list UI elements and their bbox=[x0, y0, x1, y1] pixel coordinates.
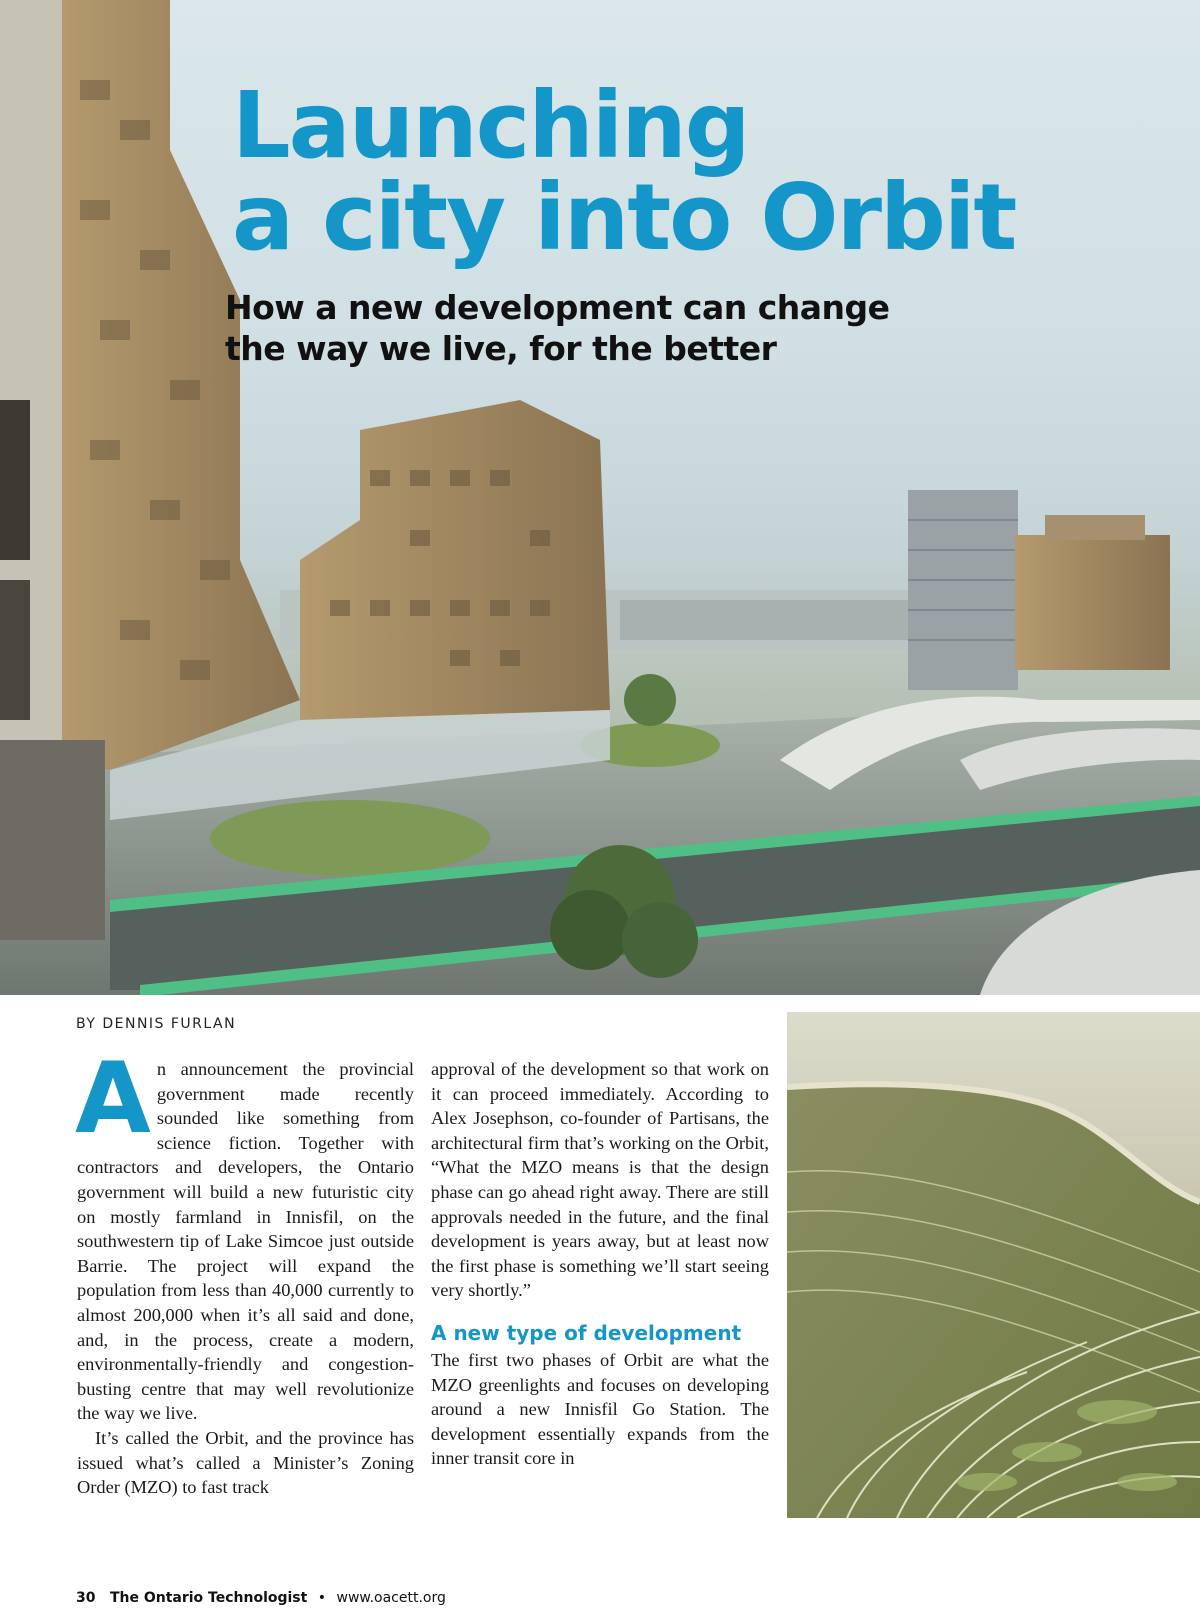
headline-line-2: a city into Orbit bbox=[232, 164, 1016, 271]
page-number: 30 bbox=[76, 1590, 96, 1606]
article-column-2 bbox=[431, 1057, 769, 1471]
paragraph-1 bbox=[75, 1042, 414, 1426]
article-column-1 bbox=[75, 1042, 414, 1500]
headline-line-1: Launching bbox=[232, 72, 749, 179]
paragraph-3: approval of the development so that work on it can proceed immediately. According to Alex Josephson, co-founder of Partisans, the architectural firm that’s working on the Orbit, “What the MZO means is that the design phase can go ahead right away. There are still approvals needed in the future, and the final development is years away, but at least now the first phase is something we’ll start seeing very shortly.” bbox=[431, 1059, 769, 1301]
byline: BY DENNIS FURLAN bbox=[76, 1016, 237, 1032]
paragraph-4: The first two phases of Orbit are what the MZO greenlights and focuses on developing around a new Innisfil Go Station. The development essentially expands from the inner transit core in bbox=[431, 1349, 769, 1469]
magazine-name: The Ontario Technologist bbox=[109, 1590, 308, 1606]
article-subheadline bbox=[225, 287, 890, 369]
subheadline-line-1: How a new development can change bbox=[225, 288, 890, 327]
drop-cap: A bbox=[75, 1042, 151, 1156]
article-headline bbox=[232, 72, 1016, 271]
section-heading: A new type of development bbox=[431, 1320, 742, 1345]
subheadline-line-2: the way we live, for the better bbox=[225, 329, 777, 368]
aerial-rendering bbox=[787, 1012, 1200, 1518]
website-url: www.oacett.org bbox=[336, 1590, 446, 1606]
paragraph-1-text: n announcement the provincial government made recently sounded like something from science fiction. Together with contractors and developers, the Ontario government will build a new futuristic city on mostly farmland in Innisfil, on the southwestern tip of Lake Simcoe just outside Barrie. The project will expand the population from less than 40,000 currently to almost 200,000 when it’s all said and done, and, in the process, create a modern, environmentally-friendly and congestion-busting centre that may well revolutionize the way we live. bbox=[77, 1059, 414, 1424]
footer-separator: • bbox=[317, 1590, 327, 1606]
aerial-map-illustration bbox=[787, 1012, 1200, 1518]
paragraph-2: It’s called the Orbit, and the province has issued what’s called a Minister’s Zoning Order (MZO) to fast track bbox=[77, 1427, 414, 1498]
page-footer bbox=[76, 1590, 446, 1606]
